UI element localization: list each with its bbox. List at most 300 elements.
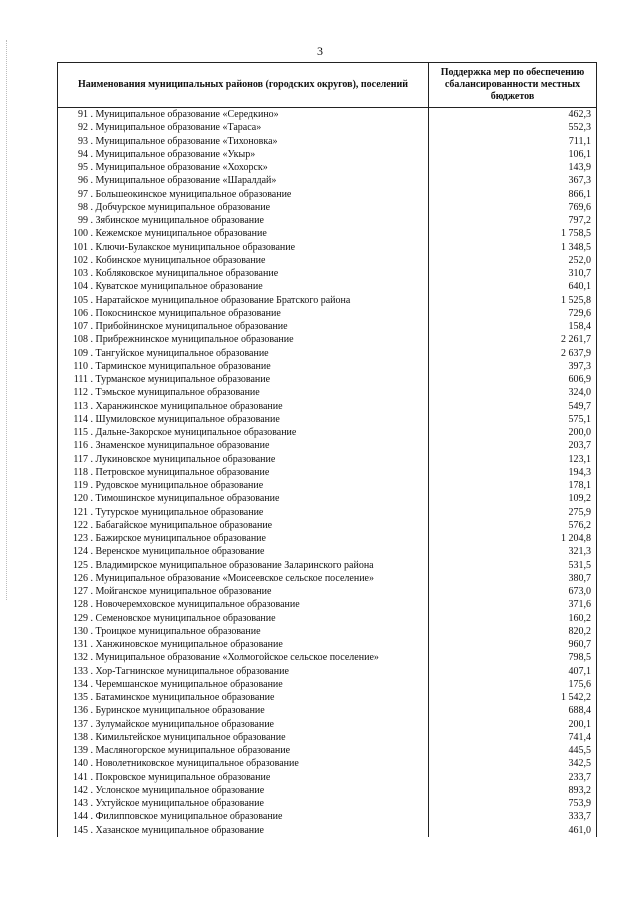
row-number: 106 bbox=[73, 307, 88, 319]
municipality-name: Муниципальное образование «Тараса» bbox=[95, 122, 262, 134]
table-row bbox=[58, 188, 597, 201]
row-number-dot: . bbox=[88, 281, 96, 293]
municipality-cell bbox=[58, 294, 429, 307]
municipality-name: Хазанское муниципальное образование bbox=[95, 824, 264, 836]
municipality-cell bbox=[58, 757, 429, 770]
row-number-dot: . bbox=[88, 148, 96, 160]
municipality-name: Наратайское муниципальное образование Братского района bbox=[95, 294, 351, 306]
municipality-cell bbox=[58, 665, 429, 678]
municipality-name: Муниципальное образование «Шаралдай» bbox=[95, 175, 277, 187]
municipality-name: Новочеремховское муниципальное образование bbox=[95, 599, 300, 611]
table-row bbox=[58, 294, 597, 307]
row-number-dot: . bbox=[88, 334, 96, 346]
row-number-dot: . bbox=[88, 705, 96, 717]
municipality-cell bbox=[58, 307, 429, 320]
municipality-name: Кимильтейское муниципальное образование bbox=[95, 731, 286, 743]
row-number-dot: . bbox=[88, 374, 96, 386]
municipality-cell bbox=[58, 161, 429, 174]
municipality-cell bbox=[58, 598, 429, 611]
row-number: 125 bbox=[73, 559, 88, 571]
municipality-cell bbox=[58, 678, 429, 691]
row-number: 93 bbox=[78, 135, 88, 147]
municipality-cell bbox=[58, 174, 429, 187]
row-number: 127 bbox=[73, 586, 88, 598]
row-number: 94 bbox=[78, 148, 88, 160]
municipality-name: Ключи-Булакское муниципальное образование bbox=[95, 241, 296, 253]
municipality-cell bbox=[58, 612, 429, 625]
support-amount-cell: 178,1 bbox=[429, 479, 597, 492]
municipality-cell bbox=[58, 704, 429, 717]
row-number-dot: . bbox=[88, 480, 96, 492]
municipality-name: Дальне-Закорское муниципальное образование bbox=[95, 427, 297, 439]
margin-dotted-line bbox=[6, 40, 8, 600]
support-amount-cell: 233,7 bbox=[429, 771, 597, 784]
row-number: 130 bbox=[73, 625, 88, 637]
row-number-dot: . bbox=[88, 639, 96, 651]
row-number-dot: . bbox=[88, 135, 96, 147]
municipality-cell bbox=[58, 559, 429, 572]
municipality-name: Тэмьское муниципальное образование bbox=[95, 387, 260, 399]
row-number: 108 bbox=[73, 334, 88, 346]
table-row bbox=[58, 545, 597, 558]
row-number: 139 bbox=[73, 745, 88, 757]
table-row bbox=[58, 254, 597, 267]
row-number-dot: . bbox=[88, 122, 96, 134]
municipality-cell bbox=[58, 320, 429, 333]
table-row bbox=[58, 453, 597, 466]
support-amount-cell: 893,2 bbox=[429, 784, 597, 797]
table-row bbox=[58, 108, 597, 122]
table-row bbox=[58, 479, 597, 492]
municipality-cell bbox=[58, 453, 429, 466]
support-amount-cell: 797,2 bbox=[429, 214, 597, 227]
row-number: 133 bbox=[73, 665, 88, 677]
row-number-dot: . bbox=[88, 241, 96, 253]
row-number-dot: . bbox=[88, 745, 96, 757]
table-row bbox=[58, 638, 597, 651]
row-number: 131 bbox=[73, 639, 88, 651]
table-row bbox=[58, 651, 597, 664]
row-number: 103 bbox=[73, 268, 88, 280]
support-amount-cell: 1 348,5 bbox=[429, 241, 597, 254]
municipality-name: Кежемское муниципальное образование bbox=[95, 228, 267, 240]
row-number-dot: . bbox=[88, 294, 96, 306]
row-number-dot: . bbox=[88, 519, 96, 531]
row-number: 104 bbox=[73, 281, 88, 293]
row-number: 101 bbox=[73, 241, 88, 253]
row-number-dot: . bbox=[88, 228, 96, 240]
row-number: 144 bbox=[73, 811, 88, 823]
municipality-cell bbox=[58, 373, 429, 386]
table-row bbox=[58, 227, 597, 240]
row-number: 138 bbox=[73, 731, 88, 743]
table-row bbox=[58, 267, 597, 280]
support-amount-cell: 606,9 bbox=[429, 373, 597, 386]
support-amount-cell: 106,1 bbox=[429, 148, 597, 161]
row-number: 105 bbox=[73, 294, 88, 306]
row-number-dot: . bbox=[88, 599, 96, 611]
table-row bbox=[58, 135, 597, 148]
municipality-cell bbox=[58, 651, 429, 664]
row-number: 132 bbox=[73, 652, 88, 664]
support-amount-cell: 407,1 bbox=[429, 665, 597, 678]
table-row bbox=[58, 718, 597, 731]
row-number: 115 bbox=[73, 427, 88, 439]
table-row bbox=[58, 373, 597, 386]
table-row bbox=[58, 665, 597, 678]
table-row bbox=[58, 572, 597, 585]
table-row bbox=[58, 148, 597, 161]
table-row bbox=[58, 625, 597, 638]
table-row bbox=[58, 439, 597, 452]
municipality-cell bbox=[58, 585, 429, 598]
support-amount-cell: 1 758,5 bbox=[429, 227, 597, 240]
support-amount-cell: 200,0 bbox=[429, 426, 597, 439]
table-row bbox=[58, 347, 597, 360]
support-amount-cell: 798,5 bbox=[429, 651, 597, 664]
row-number: 135 bbox=[73, 692, 88, 704]
row-number: 118 bbox=[73, 466, 88, 478]
municipality-name: Муниципальное образование «Холмогойское сельское поселение» bbox=[95, 652, 379, 664]
row-number: 140 bbox=[73, 758, 88, 770]
table-row bbox=[58, 824, 597, 837]
municipality-name: Зябинское муниципальное образование bbox=[95, 215, 264, 227]
municipality-cell bbox=[58, 426, 429, 439]
support-amount-cell: 175,6 bbox=[429, 678, 597, 691]
row-number-dot: . bbox=[88, 612, 96, 624]
municipality-name: Тангуйское муниципальное образование bbox=[95, 347, 269, 359]
page-number: 3 bbox=[317, 44, 323, 58]
municipality-cell bbox=[58, 466, 429, 479]
municipality-name: Троицкое муниципальное образование bbox=[95, 625, 261, 637]
row-number: 112 bbox=[73, 387, 88, 399]
municipality-name: Большеокинское муниципальное образование bbox=[95, 188, 292, 200]
support-amount-cell: 324,0 bbox=[429, 386, 597, 399]
municipality-name: Владимирское муниципальное образование Заларинского района bbox=[95, 559, 374, 571]
municipality-name: Шумиловское муниципальное образование bbox=[95, 413, 280, 425]
row-number: 119 bbox=[73, 480, 88, 492]
table-row bbox=[58, 174, 597, 187]
row-number-dot: . bbox=[88, 652, 96, 664]
row-number-dot: . bbox=[88, 162, 96, 174]
municipality-cell bbox=[58, 810, 429, 823]
table-row bbox=[58, 386, 597, 399]
municipality-name: Батаминское муниципальное образование bbox=[95, 692, 275, 704]
row-number: 111 bbox=[73, 374, 88, 386]
row-number: 129 bbox=[73, 612, 88, 624]
support-amount-cell: 194,3 bbox=[429, 466, 597, 479]
municipality-cell bbox=[58, 638, 429, 651]
row-number-dot: . bbox=[88, 175, 96, 187]
row-number: 116 bbox=[73, 440, 88, 452]
municipality-name: Прибрежнинское муниципальное образование bbox=[95, 334, 294, 346]
municipality-cell bbox=[58, 519, 429, 532]
support-amount-cell: 549,7 bbox=[429, 400, 597, 413]
support-amount-cell: 820,2 bbox=[429, 625, 597, 638]
row-number: 128 bbox=[73, 599, 88, 611]
municipality-name: Тутурское муниципальное образование bbox=[95, 506, 264, 518]
municipality-cell bbox=[58, 227, 429, 240]
municipality-cell bbox=[58, 148, 429, 161]
support-amount-cell: 576,2 bbox=[429, 519, 597, 532]
table-row bbox=[58, 704, 597, 717]
municipality-cell bbox=[58, 188, 429, 201]
table-row bbox=[58, 333, 597, 346]
support-amount-cell: 1 525,8 bbox=[429, 294, 597, 307]
municipality-cell bbox=[58, 201, 429, 214]
municipality-name: Покровское муниципальное образование bbox=[95, 771, 271, 783]
row-number: 120 bbox=[73, 493, 88, 505]
municipality-cell bbox=[58, 333, 429, 346]
row-number-dot: . bbox=[88, 758, 96, 770]
municipality-name: Веренское муниципальное образование bbox=[95, 546, 265, 558]
support-amount-cell: 575,1 bbox=[429, 413, 597, 426]
municipality-cell bbox=[58, 625, 429, 638]
municipality-name: Бабагайское муниципальное образование bbox=[95, 519, 273, 531]
header-support-amount: Поддержка мер по обеспечению сбалансированности местных бюджетов bbox=[429, 63, 597, 108]
row-number: 117 bbox=[73, 453, 88, 465]
table-row bbox=[58, 492, 597, 505]
municipality-name: Лукиновское муниципальное образование bbox=[95, 453, 276, 465]
row-number: 100 bbox=[73, 228, 88, 240]
row-number: 99 bbox=[78, 215, 88, 227]
municipality-name: Муниципальное образование «Тихоновка» bbox=[95, 135, 278, 147]
table-row bbox=[58, 466, 597, 479]
row-number-dot: . bbox=[88, 559, 96, 571]
table-row bbox=[58, 598, 597, 611]
row-number-dot: . bbox=[88, 731, 96, 743]
row-number: 121 bbox=[73, 506, 88, 518]
support-amount-cell: 143,9 bbox=[429, 161, 597, 174]
row-number: 124 bbox=[73, 546, 88, 558]
support-amount-cell: 2 261,7 bbox=[429, 333, 597, 346]
municipality-name: Рудовское муниципальное образование bbox=[95, 480, 264, 492]
support-amount-cell: 342,5 bbox=[429, 757, 597, 770]
row-number: 145 bbox=[73, 824, 88, 836]
row-number: 96 bbox=[78, 175, 88, 187]
support-amount-cell: 397,3 bbox=[429, 360, 597, 373]
row-number: 114 bbox=[73, 413, 88, 425]
table-row bbox=[58, 426, 597, 439]
support-amount-cell: 960,7 bbox=[429, 638, 597, 651]
table-row bbox=[58, 201, 597, 214]
row-number-dot: . bbox=[88, 427, 96, 439]
support-amount-cell: 2 637,9 bbox=[429, 347, 597, 360]
row-number-dot: . bbox=[88, 784, 96, 796]
support-amount-cell: 160,2 bbox=[429, 612, 597, 625]
row-number-dot: . bbox=[88, 798, 96, 810]
row-number: 126 bbox=[73, 572, 88, 584]
table-row bbox=[58, 744, 597, 757]
table-row bbox=[58, 810, 597, 823]
municipality-name: Куватское муниципальное образование bbox=[95, 281, 263, 293]
municipality-cell bbox=[58, 214, 429, 227]
municipality-cell bbox=[58, 545, 429, 558]
table-row bbox=[58, 797, 597, 810]
support-amount-cell: 741,4 bbox=[429, 731, 597, 744]
municipality-name: Харанжинское муниципальное образование bbox=[95, 400, 283, 412]
table-row bbox=[58, 691, 597, 704]
row-number-dot: . bbox=[88, 665, 96, 677]
municipality-name: Добчурское муниципальное образование bbox=[95, 201, 271, 213]
support-amount-cell: 1 542,2 bbox=[429, 691, 597, 704]
municipality-name: Покоснинское муниципальное образование bbox=[95, 307, 281, 319]
row-number-dot: . bbox=[88, 678, 96, 690]
municipality-cell bbox=[58, 492, 429, 505]
row-number-dot: . bbox=[88, 387, 96, 399]
table-row bbox=[58, 307, 597, 320]
row-number-dot: . bbox=[88, 109, 96, 121]
municipality-name: Масляногорское муниципальное образование bbox=[95, 745, 291, 757]
row-number: 110 bbox=[73, 360, 88, 372]
row-number-dot: . bbox=[88, 466, 96, 478]
municipality-cell bbox=[58, 691, 429, 704]
table-row bbox=[58, 241, 597, 254]
row-number-dot: . bbox=[88, 718, 96, 730]
table-row bbox=[58, 320, 597, 333]
row-number: 137 bbox=[73, 718, 88, 730]
municipality-name: Услонское муниципальное образование bbox=[95, 784, 265, 796]
support-amount-cell: 367,3 bbox=[429, 174, 597, 187]
municipality-cell bbox=[58, 267, 429, 280]
row-number-dot: . bbox=[88, 586, 96, 598]
row-number: 92 bbox=[78, 122, 88, 134]
support-amount-cell: 552,3 bbox=[429, 121, 597, 134]
row-number-dot: . bbox=[88, 771, 96, 783]
row-number-dot: . bbox=[88, 506, 96, 518]
table-row bbox=[58, 731, 597, 744]
table-row bbox=[58, 678, 597, 691]
support-amount-cell: 445,5 bbox=[429, 744, 597, 757]
row-number-dot: . bbox=[88, 360, 96, 372]
row-number: 109 bbox=[73, 347, 88, 359]
municipality-cell bbox=[58, 797, 429, 810]
support-amount-cell: 711,1 bbox=[429, 135, 597, 148]
table-row bbox=[58, 559, 597, 572]
municipality-name: Тарминское муниципальное образование bbox=[95, 360, 271, 372]
row-number: 95 bbox=[78, 162, 88, 174]
row-number-dot: . bbox=[88, 493, 96, 505]
municipality-cell bbox=[58, 280, 429, 293]
row-number: 102 bbox=[73, 254, 88, 266]
support-amount-cell: 753,9 bbox=[429, 797, 597, 810]
municipality-cell bbox=[58, 241, 429, 254]
row-number-dot: . bbox=[88, 811, 96, 823]
support-amount-cell: 333,7 bbox=[429, 810, 597, 823]
row-number: 91 bbox=[78, 109, 88, 121]
table-row bbox=[58, 214, 597, 227]
table-row bbox=[58, 506, 597, 519]
table-row bbox=[58, 360, 597, 373]
support-amount-cell: 461,0 bbox=[429, 824, 597, 837]
table-row bbox=[58, 413, 597, 426]
municipality-name: Знаменское муниципальное образование bbox=[95, 440, 270, 452]
municipality-cell bbox=[58, 572, 429, 585]
header-municipality-name: Наименования муниципальных районов (городских округов), поселений bbox=[58, 63, 429, 108]
row-number: 122 bbox=[73, 519, 88, 531]
row-number: 97 bbox=[78, 188, 88, 200]
municipality-name: Кобинское муниципальное образование bbox=[95, 254, 266, 266]
row-number: 98 bbox=[78, 201, 88, 213]
support-amount-cell: 123,1 bbox=[429, 453, 597, 466]
row-number-dot: . bbox=[88, 347, 96, 359]
row-number: 141 bbox=[73, 771, 88, 783]
budget-support-table bbox=[57, 62, 597, 837]
row-number-dot: . bbox=[88, 268, 96, 280]
municipality-cell bbox=[58, 347, 429, 360]
support-amount-cell: 688,4 bbox=[429, 704, 597, 717]
support-amount-cell: 531,5 bbox=[429, 559, 597, 572]
municipality-cell bbox=[58, 360, 429, 373]
municipality-cell bbox=[58, 784, 429, 797]
row-number: 136 bbox=[73, 705, 88, 717]
row-number-dot: . bbox=[88, 546, 96, 558]
municipality-name: Хор-Тагнинское муниципальное образование bbox=[95, 665, 289, 677]
row-number-dot: . bbox=[88, 201, 96, 213]
municipality-name: Тимошинское муниципальное образование bbox=[95, 493, 280, 505]
table-row bbox=[58, 519, 597, 532]
municipality-name: Бажирское муниципальное образование bbox=[95, 533, 266, 545]
support-amount-cell: 729,6 bbox=[429, 307, 597, 320]
municipality-cell bbox=[58, 254, 429, 267]
municipality-cell bbox=[58, 718, 429, 731]
support-amount-cell: 275,9 bbox=[429, 506, 597, 519]
municipality-name: Семеновское муниципальное образование bbox=[95, 612, 276, 624]
table-row bbox=[58, 612, 597, 625]
municipality-cell bbox=[58, 108, 429, 122]
municipality-cell bbox=[58, 135, 429, 148]
table-body bbox=[58, 108, 597, 837]
table-row bbox=[58, 784, 597, 797]
support-amount-cell: 158,4 bbox=[429, 320, 597, 333]
municipality-name: Кобляковское муниципальное образование bbox=[95, 268, 279, 280]
table-row bbox=[58, 280, 597, 293]
municipality-cell bbox=[58, 532, 429, 545]
municipality-name: Черемшанское муниципальное образование bbox=[95, 678, 283, 690]
support-amount-cell: 252,0 bbox=[429, 254, 597, 267]
table-row bbox=[58, 757, 597, 770]
support-amount-cell: 200,1 bbox=[429, 718, 597, 731]
municipality-cell bbox=[58, 824, 429, 837]
municipality-cell bbox=[58, 506, 429, 519]
municipality-cell bbox=[58, 386, 429, 399]
municipality-cell bbox=[58, 771, 429, 784]
municipality-name: Муниципальное образование «Моисеевское сельское поселение» bbox=[95, 572, 374, 584]
municipality-name: Муниципальное образование «Середкино» bbox=[95, 109, 279, 121]
row-number: 134 bbox=[73, 678, 88, 690]
support-amount-cell: 462,3 bbox=[429, 108, 597, 122]
municipality-name: Ханжиновское муниципальное образование bbox=[95, 639, 283, 651]
row-number-dot: . bbox=[88, 321, 96, 333]
municipality-cell bbox=[58, 413, 429, 426]
row-number-dot: . bbox=[88, 572, 96, 584]
municipality-name: Буринское муниципальное образование bbox=[95, 705, 265, 717]
row-number-dot: . bbox=[88, 413, 96, 425]
support-amount-cell: 371,6 bbox=[429, 598, 597, 611]
municipality-name: Прибойнинское муниципальное образование bbox=[95, 321, 288, 333]
municipality-name: Турманское муниципальное образование bbox=[95, 374, 271, 386]
municipality-cell bbox=[58, 744, 429, 757]
municipality-cell bbox=[58, 400, 429, 413]
municipality-name: Петровское муниципальное образование bbox=[95, 466, 270, 478]
row-number-dot: . bbox=[88, 824, 96, 836]
row-number-dot: . bbox=[88, 692, 96, 704]
row-number: 123 bbox=[73, 533, 88, 545]
support-amount-cell: 1 204,8 bbox=[429, 532, 597, 545]
table-row bbox=[58, 400, 597, 413]
row-number-dot: . bbox=[88, 453, 96, 465]
row-number: 107 bbox=[73, 321, 88, 333]
